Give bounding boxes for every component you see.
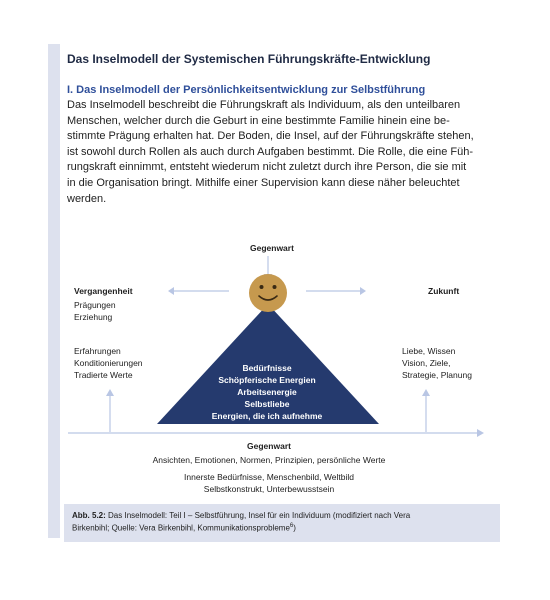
timeline-arrow-head <box>477 429 484 437</box>
island-model-figure <box>64 236 500 542</box>
arrow-head-left <box>168 287 174 295</box>
body-line: Menschen, welcher durch die Geburt in eine bestimmte Familie hinein eine be- <box>67 114 450 127</box>
arrow-head-up-right <box>422 389 430 396</box>
caption-footnote-ref: 6 <box>289 523 294 529</box>
label-vergangenheit: Vergangenheit <box>74 286 133 296</box>
label-selbstkonstrukt: Selbstkonstrukt, Unterbewusstsein <box>203 484 335 494</box>
caption-line-1: Das Inselmodell: Teil I – Selbstführung, Insel für ein Individuum (modifiziert nach Vera <box>108 511 411 520</box>
body-line: Das Inselmodell beschreibt die Führungskraft als Individuum, als den unteilbaren <box>67 99 461 111</box>
figure-caption <box>64 504 500 542</box>
label-gegenwart-bottom: Gegenwart <box>247 441 291 451</box>
label-tradierte-werte: Tradierte Werte <box>74 370 133 380</box>
smiley-eye-right <box>273 285 277 289</box>
body-line: stimmte Prägung erhalten hat. Der Boden, die Insel, auf der Führungskräfte stehen, <box>67 130 474 143</box>
arrow-head-right <box>360 287 366 295</box>
arrow-head-up-left <box>106 389 114 396</box>
body-line: rungskraft einnimmt, entsteht wiederum nicht zuletzt durch ihre Person, die sie mit <box>67 161 467 174</box>
caption-line-2: Birkenbihl; Quelle: Vera Birkenbihl, Kommunikationsprobleme <box>72 523 290 533</box>
subheading: I. Das Inselmodell der Persönlichkeitsentwicklung zur Selbstführung <box>67 84 426 96</box>
smiley-face-icon <box>249 274 287 312</box>
label-konditionierungen: Konditionierungen <box>74 358 143 368</box>
label-zukunft: Zukunft <box>428 286 460 296</box>
sidebar-rule <box>48 44 60 538</box>
triangle-line: Energien, die ich aufnehme <box>211 411 323 421</box>
label-liebe-wissen: Liebe, Wissen <box>402 346 456 356</box>
body-line: werden. <box>67 192 107 205</box>
document-page <box>48 44 502 544</box>
label-vision-ziele: Vision, Ziele, <box>402 358 451 368</box>
label-innerste-beduerfnisse: Innerste Bedürfnisse, Menschenbild, Weltbild <box>184 472 354 482</box>
triangle-line: Schöpferische Energien <box>218 375 316 385</box>
label-strategie-planung: Strategie, Planung <box>402 370 472 380</box>
label-erfahrungen: Erfahrungen <box>74 346 121 356</box>
label-ansichten: Ansichten, Emotionen, Normen, Prinzipien, persönliche Werte <box>152 455 386 465</box>
section-title: Das Inselmodell der Systemischen Führungskräfte-Entwicklung <box>67 52 431 66</box>
label-praegungen: Prägungen <box>74 300 116 310</box>
caption-abbr: Abb. 5.2: <box>72 511 106 520</box>
label-erziehung: Erziehung <box>74 312 113 322</box>
triangle-line: Selbstliebe <box>244 399 290 409</box>
label-gegenwart-top: Gegenwart <box>250 243 294 253</box>
triangle-line: Bedürfnisse <box>242 363 292 373</box>
body-line: ist sowohl durch Rollen als auch durch Aufgaben bestimmt. Die Rolle, die eine Füh- <box>67 145 473 158</box>
caption-line-2-end: ) <box>293 523 296 533</box>
smiley-eye-left <box>260 285 264 289</box>
triangle-text <box>202 362 332 422</box>
body-line: in die Organisation bringt. Mithilfe einer Supervision kann diese näher beleuchtet <box>67 176 460 189</box>
body-paragraph <box>67 98 499 207</box>
triangle-line: Arbeitsenergie <box>237 387 297 397</box>
